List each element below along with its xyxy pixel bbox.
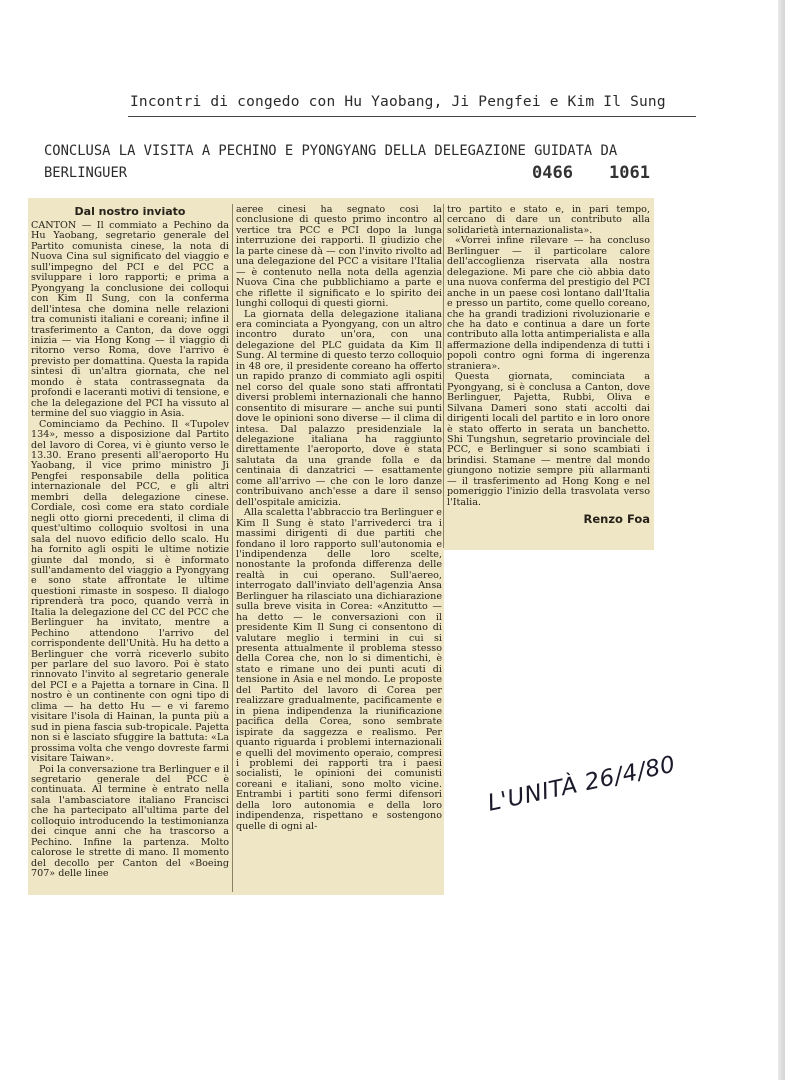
- article-paragraph: CANTON — Il commiato a Pechino da Hu Yaobang, segretario generale del Partito comunista cinese, la nota di Nuova Cina sul significato del viaggio e sull'impegno del PCI e del PCC a sviluppare i loro rapporti; e prima a Pyongyang la conclusione dei colloqui con Kim Il Sung, con la conferma dell'intesa che domina nelle relazioni tra comunisti italiani e coreani; infine il trasferimento a Canton, da dove oggi inizia — via Hong Kong — il viaggio di ritorno verso Roma, dove l'arrivo è previsto per domattina. Questa la rapida sintesi di un'altra giornata, che nel mondo è stata contrassegnata da profondi e laceranti motivi di tensione, e che la delegazione del PCI ha vissuto al termine del suo viaggio in Asia.: [31, 220, 229, 420]
- header-underline: [128, 116, 696, 117]
- article-column-1: [31, 205, 229, 889]
- column-divider: [443, 204, 444, 548]
- column-heading: Dal nostro inviato: [74, 205, 186, 218]
- article-paragraph: aeree cinesi ha segnato così la conclusione di questo primo incontro al vertice tra PCC e PCI dopo la lunga interruzione dei rapporti. Il giudizio che la parte cinese dà — con l'invito rivolto ad una delegazione del PCC a visitare l'Italia — è contenuto nella nota della agenzia Nuova Cina che pubblichiamo a parte e che riflette il significato e lo spirito dei lunghi colloqui di questi giorni.: [236, 205, 442, 310]
- article-paragraph: «Vorrei infine rilevare — ha concluso Berlinguer — il particolare calore dell'accoglienza riservata alla nostra delegazione. Mi pare che ciò abbia dato una nuova conferma del prestigio del PCI anche in un paese così lontano dall'Italia e presso un partito, come quello coreano, che ha grandi tradizioni rivoluzionarie e che ha dato e continua a dare un forte contributo alla lotta antimperialista e alla affermazione della indipendenza di tutti i popoli contro ogni forma di ingerenza straniera».: [447, 235, 650, 372]
- handwritten-source-note: L'UNITÀ 26/4/80: [485, 751, 678, 817]
- article-paragraph: La giornata della delegazione italiana era cominciata a Pyongyang, con un altro incontro durato un'ora, con una delegazione del PLC guidata da Kim Il Sung. Al termine di questo terzo colloquio in 48 ore, il presidente coreano ha offerto un rapido pranzo di commiato agli ospiti nel corso del quale sono stati affrontati diversi problemi internazionali che hanno consentito di misurare — anche sui punti dove le opinioni sono diverse — il clima di intesa. Dal palazzo presidenziale la delegazione italiana ha raggiunto direttamente l'aeroporto, dove è stata salutata da una grande folla e da centinaia di danzatrici — esattamente come all'arrivo — che con le loro danze contribuivano anch'esse a dare il senso dell'ospitale amicizia.: [236, 308, 442, 508]
- page-edge: [778, 0, 785, 1080]
- article-column-2: [236, 205, 442, 889]
- article-column-3: [447, 205, 650, 548]
- column-divider: [232, 204, 233, 892]
- archive-number-b: 1061: [609, 163, 650, 183]
- article-paragraph: Cominciamo da Pechino. Il «Tupolev 134», messo a disposizione dal Partito del lavoro di Corea, vi è giunto verso le 13.30. Erano presenti all'aeroporto Hu Yaobang, il vice primo ministro Ji Pengfei responsabile della politica internazionale del PCC, e gli altri membri della delegazione cinese. Cordiale, così come era stato cordiale negli otto giorni precedenti, il clima di quest'ultimo colloquio svoltosi in una sala del nuovo edificio dello scalo. Hu ha fornito agli ospiti le ultime notizie giunte dal mondo, si è informato sull'andamento del viaggio a Pyongyang e sono state affrontate le ultime questioni rimaste in sospeso. Il dialogo riprenderà tra poco, quando verrà in Italia la delegazione del CC del PCC che Berlinguer ha invitato, mentre a Pechino attendono l'arrivo del corrispondente dell'Unità. Hu ha detto a Berlinguer che vorrà riceverlo subito per parlare del suo lavoro. Poi è stato rinnovato l'invito al segretario generale del PCI e a Pajetta a tornare in Cina. Il nostro è un continente con ogni tipo di clima — ha detto Hu — e vi faremo visitare l'isola di Hainan, la punta più a sud in piena fascia sub-tropicale. Pajetta non si è lasciato sfuggire la battuta: «La prossima volta che vengo dovreste farmi visitare Taiwan».: [31, 418, 229, 765]
- archive-number-a: 0466: [532, 163, 573, 183]
- author-byline: Renzo Foa: [583, 512, 650, 527]
- article-paragraph: tro partito e stato e, in pari tempo, cercano di dare un contributo alla solidarietà internazionalista».: [447, 205, 650, 236]
- headline: [44, 140, 704, 184]
- article-paragraph: Poi la conversazione tra Berlinguer e il segretario generale del PCC è continuata. Al termine è entrato nella sala l'ambasciatore italiano Francisci che ha partecipato all'ultima parte del colloquio introducendo la testimonianza dei cinque anni che ha trascorso a Pechino. Infine la partenza. Molto calorose le strette di mano. Il momento del decollo per Canton del «Boeing 707» delle linee: [31, 763, 229, 880]
- headline-line-2: BERLINGUER: [44, 165, 128, 181]
- headline-line-1: CONCLUSA LA VISITA A PECHINO E PYONGYANG DELLA DELEGAZIONE GUIDATA DA: [44, 143, 618, 159]
- article-paragraph: Questa giornata, cominciata a Pyongyang, si è conclusa a Canton, dove Berlinguer, Pajetta, Rubbi, Oliva e Silvana Dameri sono stati accolti dai dirigenti locali del partito e in loro onore è stato offerto in serata un banchetto. Shi Tungshun, segretario provinciale del PCC, e Berlinguer si sono scambiati i brindisi. Stamane — mentre dal mondo giungono notizie sempre più allarmanti — il trasferimento ad Hong Kong e nel pomeriggio l'inizio della trasvolata verso l'Italia.: [447, 371, 650, 508]
- header-title: Incontri di congedo con Hu Yaobang, Ji Pengfei e Kim Il Sung: [130, 94, 666, 110]
- article-paragraph: Alla scaletta l'abbraccio tra Berlinguer e Kim Il Sung è stato l'arrivederci tra i massimi dirigenti di due partiti che fondano il loro rapporto sull'autonomia e l'indipendenza delle loro scelte, nonostante la profonda differenza delle realtà in cui operano. Sull'aereo, interrogato dall'inviato dell'agenzia Ansa Berlinguer ha rilasciato una dichiarazione sulla breve visita in Corea: «Anzitutto — ha detto — le conversazioni con il presidente Kim Il Sung ci consentono di valutare meglio i termini in cui si presenta attualmente il problema stesso della Corea che, non lo si dimentichi, è stato e rimane uno dei punti acuti di tensione in Asia e nel mondo. Le proposte del Partito del lavoro di Corea per realizzare gradualmente, pacificamente e in piena indipendenza la riunificazione pacifica della Corea, sono sembrate ispirate da saggezza e realismo. Per quanto riguarda i problemi internazionali e quelli del movimento operaio, compresi i problemi dei rapporti tra i paesi socialisti, le opinioni dei comunisti coreani e italiani, sono molto vicine. Entrambi i partiti sono fermi difensori della loro autonomia e della loro indipendenza, rispettano e sostengono quelle di ogni al-: [236, 507, 442, 832]
